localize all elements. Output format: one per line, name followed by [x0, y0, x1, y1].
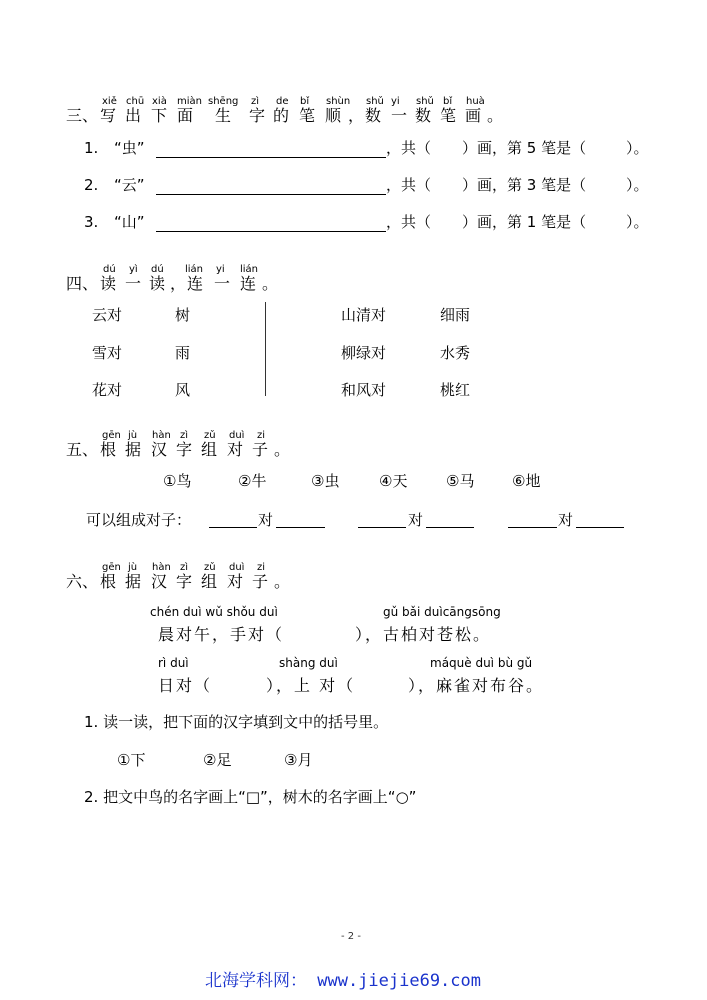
match-left-word[interactable]: 雪对 [92, 344, 123, 362]
poem-line: ），麻雀对布谷。 [408, 676, 545, 695]
poem-pinyin: shàng duì [279, 656, 338, 670]
match-left-target[interactable]: 风 [175, 381, 191, 399]
couplet-prompt: 可以组成对子： [86, 511, 192, 529]
poem-line: ），上 对（ [266, 676, 356, 695]
poem-line: ），古柏对苍松。 [355, 625, 492, 644]
stroke-order-blank[interactable] [156, 212, 386, 232]
page-number: - 2 - [341, 931, 361, 942]
match-right-word[interactable]: 山清对 [341, 306, 387, 324]
char-option: ①鸟 [163, 472, 192, 490]
poem-pinyin: rì duì [158, 656, 189, 670]
char-option: ⑤马 [446, 472, 475, 490]
question-2: 2. 把文中鸟的名字画上“□”，树木的名字画上“○” [84, 788, 417, 806]
char-option: ④天 [379, 472, 408, 490]
couplet-blank[interactable] [508, 510, 557, 528]
poem-line: 晨对午，手对（ [158, 625, 285, 644]
couplet-blank[interactable] [576, 510, 624, 528]
match-right-word[interactable]: 柳绿对 [341, 344, 387, 362]
poem-pinyin: chén duì wǔ shǒu duì [150, 605, 278, 619]
couplet-blank[interactable] [358, 510, 406, 528]
char-option: ③虫 [311, 472, 340, 490]
match-left-target[interactable]: 树 [175, 306, 191, 324]
word-option: ③月 [284, 751, 313, 769]
poem-pinyin: máquè duì bù gǔ [430, 656, 533, 670]
match-left-word[interactable]: 云对 [92, 306, 123, 324]
poem-pinyin: gǔ bǎi duìcāngsōng [383, 605, 501, 619]
char-option: ⑥地 [512, 472, 541, 490]
char-option: ②牛 [238, 472, 267, 490]
couplet-blank[interactable] [426, 510, 474, 528]
match-right-target[interactable]: 细雨 [440, 306, 471, 324]
match-right-target[interactable]: 桃红 [440, 381, 471, 399]
couplet-blank[interactable] [276, 510, 325, 528]
match-right-word[interactable]: 和风对 [341, 381, 387, 399]
word-option: ①下 [117, 751, 146, 769]
stroke-order-blank[interactable] [156, 175, 386, 195]
match-left-word[interactable]: 花对 [92, 381, 123, 399]
match-right-target[interactable]: 水秀 [440, 344, 471, 362]
column-divider [265, 302, 266, 396]
couplet-blank[interactable] [209, 510, 257, 528]
match-left-target[interactable]: 雨 [175, 344, 191, 362]
stroke-order-blank[interactable] [156, 138, 386, 158]
footer-watermark: 北海学科网： www.jiejie69.com [205, 971, 481, 991]
question-1: 1. 读一读，把下面的汉字填到文中的括号里。 [84, 713, 389, 731]
word-option: ②足 [203, 751, 232, 769]
poem-line: 日对（ [158, 676, 213, 695]
